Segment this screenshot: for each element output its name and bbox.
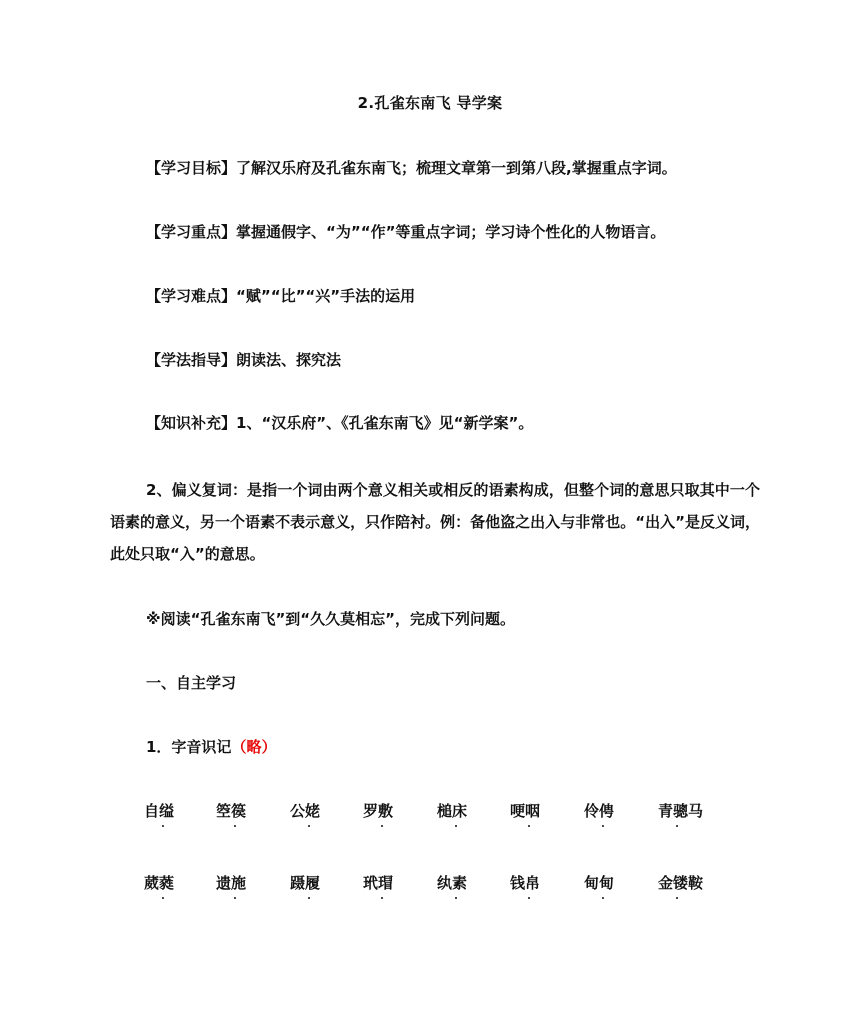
word-item: 哽咽 <box>510 802 541 820</box>
knowledge-supplement-2: 2、偏义复词：是指一个词由两个意义相关或相反的语素构成，但整个词的意思只取其中一个语素的意义，另一个语素不表示意义，只作陪衬。例：备他盗之出入与非常也。“出入”是反义词，此处只取“入”的意思。 <box>110 481 760 563</box>
word-item: 青骢马 <box>658 802 704 820</box>
learning-key-points: 【学习重点】掌握通假字、“为”“作”等重点字词；学习诗个性化的人物语言。 <box>146 223 666 241</box>
learning-method: 【学法指导】朗读法、探究法 <box>146 351 342 369</box>
word-item: 公姥 <box>290 802 321 820</box>
word-item: 玳瑁 <box>363 874 394 892</box>
word-item: 箜篌 <box>216 802 247 820</box>
word-item: 钱帛 <box>510 874 541 892</box>
word-item: 遗施 <box>216 874 247 892</box>
reading-note: ※阅读“孔雀东南飞”到“久久莫相忘”，完成下列问题。 <box>146 610 516 628</box>
word-item: 蹑履 <box>290 874 321 892</box>
item-label: 1．字音识记 <box>146 738 232 756</box>
item-note: （略） <box>231 738 277 756</box>
knowledge-supplement: 【知识补充】1、“汉乐府”、《孔雀东南飞》见“新学案”。 <box>146 414 534 432</box>
section-heading: 一、自主学习 <box>146 674 237 692</box>
word-item: 金镂鞍 <box>658 874 704 892</box>
word-item: 槌床 <box>437 802 468 820</box>
learning-objective: 【学习目标】了解汉乐府及孔雀东南飞；梳理文章第一到第八段,掌握重点字词。 <box>146 159 677 177</box>
word-item: 罗敷 <box>363 802 394 820</box>
word-item: 葳蕤 <box>144 874 175 892</box>
word-item: 纨素 <box>437 874 468 892</box>
word-item: 自缢 <box>144 802 175 820</box>
item-heading <box>146 736 276 758</box>
learning-difficulties: 【学习难点】“赋”“比”“兴”手法的运用 <box>146 287 416 305</box>
word-item: 甸甸 <box>584 874 615 892</box>
word-item: 伶俜 <box>584 802 615 820</box>
document-title: 2.孔雀东南飞 导学案 <box>357 94 503 112</box>
